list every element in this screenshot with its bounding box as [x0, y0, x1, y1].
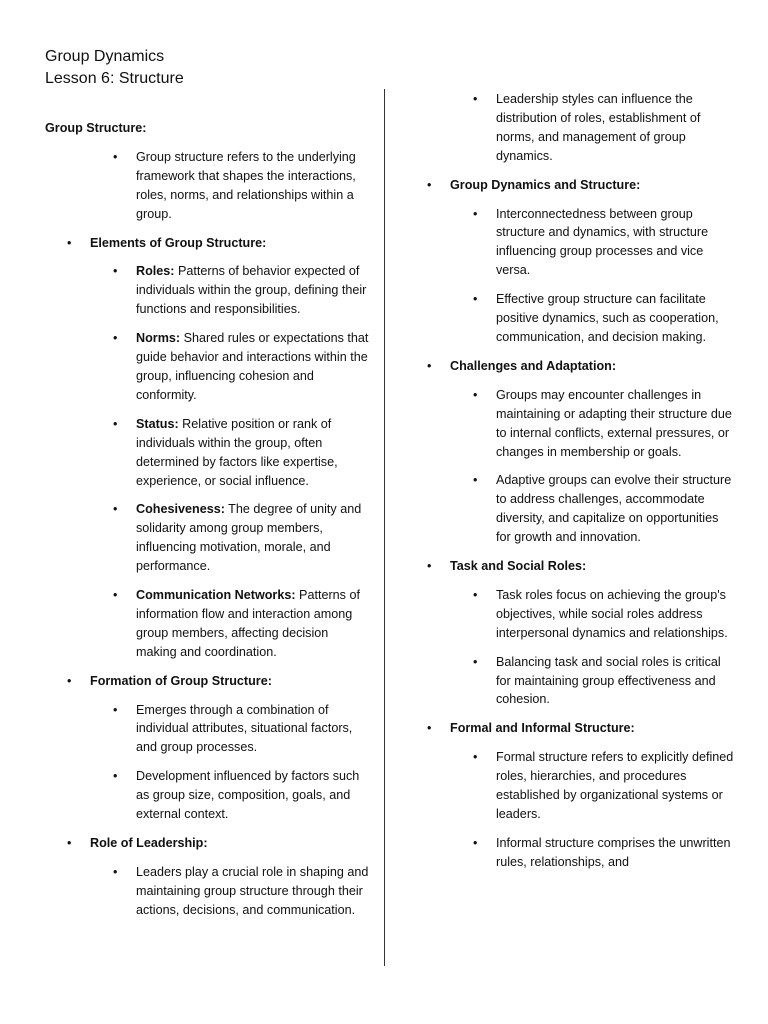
- list-item: [45, 500, 370, 576]
- term-description: Shared rules or expectations that guide behavior and interactions within the group, influencing cohesion and conformity.: [136, 331, 369, 402]
- section-heading: • Formal and Informal Structure:: [405, 719, 735, 738]
- section-heading: • Challenges and Adaptation:: [405, 357, 735, 376]
- term-description: Patterns of information flow and interaction among group members, affecting decision making and coordination.: [136, 588, 360, 659]
- list-item: • Leadership styles can influence the distribution of roles, establishment of norms, and management of group dynamics.: [405, 90, 735, 166]
- section-heading: • Group Dynamics and Structure:: [405, 176, 735, 195]
- left-column: [45, 119, 370, 930]
- list-item: [45, 415, 370, 491]
- list-item: • Emerges through a combination of individual attributes, situational factors, and group processes.: [45, 701, 370, 758]
- list-item: • Interconnectedness between group structure and dynamics, with structure influencing group processes and vice versa.: [405, 205, 735, 281]
- term-description: Patterns of behavior expected of individuals within the group, defining their functions and responsibilities.: [136, 264, 367, 317]
- section-heading: • Elements of Group Structure:: [45, 234, 370, 253]
- section-heading: • Role of Leadership:: [45, 834, 370, 853]
- list-item: • Effective group structure can facilitate positive dynamics, such as cooperation, communication, and decision making.: [405, 290, 735, 347]
- term-description: The degree of unity and solidarity among group members, influencing motivation, morale, and performance.: [136, 502, 362, 574]
- list-item: • Development influenced by factors such as group size, composition, goals, and external context.: [45, 767, 370, 824]
- list-item: [45, 586, 370, 662]
- document-header: [45, 46, 184, 90]
- column-divider: [384, 89, 385, 966]
- term: Status:: [136, 416, 179, 431]
- right-column: [405, 90, 735, 882]
- list-item: [45, 329, 370, 405]
- section-heading: • Formation of Group Structure:: [45, 672, 370, 691]
- list-item: • Groups may encounter challenges in maintaining or adapting their structure due to internal conflicts, external pressures, or changes in membership or goals.: [405, 386, 735, 462]
- list-item: • Informal structure comprises the unwritten rules, relationships, and: [405, 834, 735, 872]
- list-item: • Formal structure refers to explicitly defined roles, hierarchies, and procedures established by organizational systems or leaders.: [405, 748, 735, 824]
- list-item: • Task roles focus on achieving the group's objectives, while social roles address interpersonal dynamics and relationships.: [405, 586, 735, 643]
- list-item: • Leaders play a crucial role in shaping and maintaining group structure through their actions, decisions, and communication.: [45, 863, 370, 920]
- section-heading: Group Structure:: [45, 121, 147, 135]
- term: Cohesiveness:: [136, 502, 225, 517]
- list-item: • Group structure refers to the underlying framework that shapes the interactions, roles, norms, and relationships within a group.: [45, 148, 370, 224]
- list-item: • Adaptive groups can evolve their structure to address challenges, accommodate diversity, and capitalize on opportunities for growth and innovation.: [405, 471, 735, 547]
- section-heading: • Task and Social Roles:: [405, 557, 735, 576]
- list-item: [45, 262, 370, 319]
- document-title: Group Dynamics: [45, 48, 165, 65]
- list-item: • Balancing task and social roles is critical for maintaining group effectiveness and cohesion.: [405, 653, 735, 710]
- term: Communication Networks:: [136, 588, 296, 603]
- term-description: Relative position or rank of individuals within the group, often determined by factors like expertise, experience, or social influence.: [136, 416, 338, 488]
- document-subtitle: Lesson 6: Structure: [45, 70, 184, 87]
- term: Roles:: [136, 264, 175, 279]
- term: Norms:: [136, 331, 181, 346]
